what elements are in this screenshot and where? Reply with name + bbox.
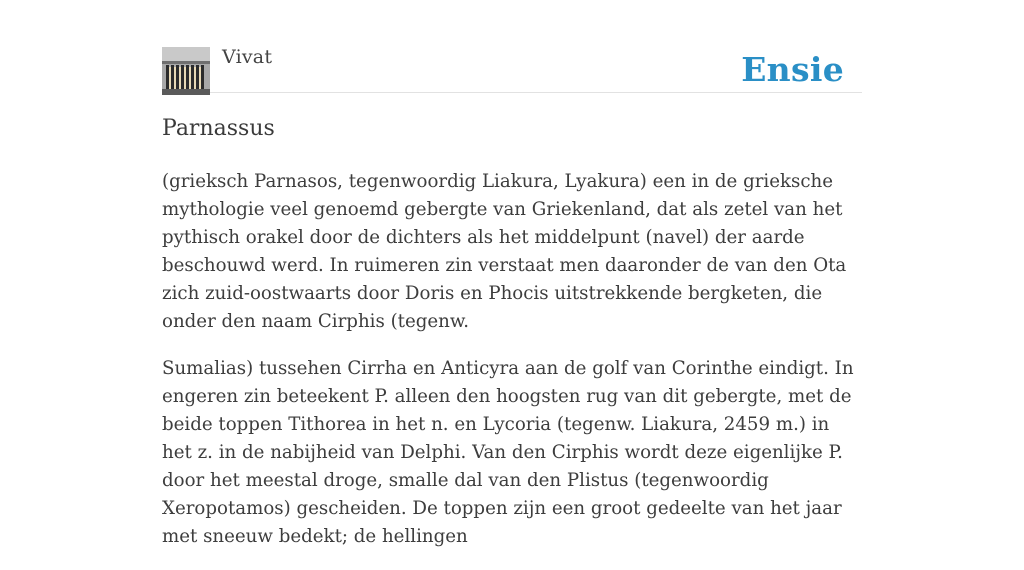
avatar-image-icon [162,47,210,95]
article-title: Parnassus [162,116,275,141]
header [162,0,862,93]
brand-logo[interactable]: Ensie [741,50,844,89]
author-avatar[interactable] [162,47,210,95]
author-name[interactable]: Vivat [222,46,273,68]
article-paragraph: (grieksch Parnasos, tegenwoordig Liakura, Lyakura) een in de grieksche mythologie veel genoemd gebergte van Griekenland, dat als zetel van het pythisch orakel door de dichters als het middelpunt (navel) der aarde beschouwd werd. In ruimeren zin verstaat men daaronder de van den Ota zich zuid-oostwaarts door Doris en Phocis uitstrekkende bergketen, die onder den naam Cirphis (tegenw. [162,171,847,332]
article-body [162,168,862,570]
article-paragraph: Sumalias) tussehen Cirrha en Anticyra aan de golf van Corinthe eindigt. In engeren zin beteekent P. alleen den hoogsten rug van dit gebergte, met de beide toppen Tithorea in het n. en Lycoria (tegenw. Liakura, 2459 m.) in het z. in de nabijheid van Delphi. Van den Cirphis wordt deze eigenlijke P. door het meestal droge, smalle dal van den Plistus (tegenwoordig Xeropotamos) gescheiden. De toppen zijn een groot gedeelte van het jaar met sneeuw bedekt; de hellingen [162,358,854,547]
page [162,0,862,547]
